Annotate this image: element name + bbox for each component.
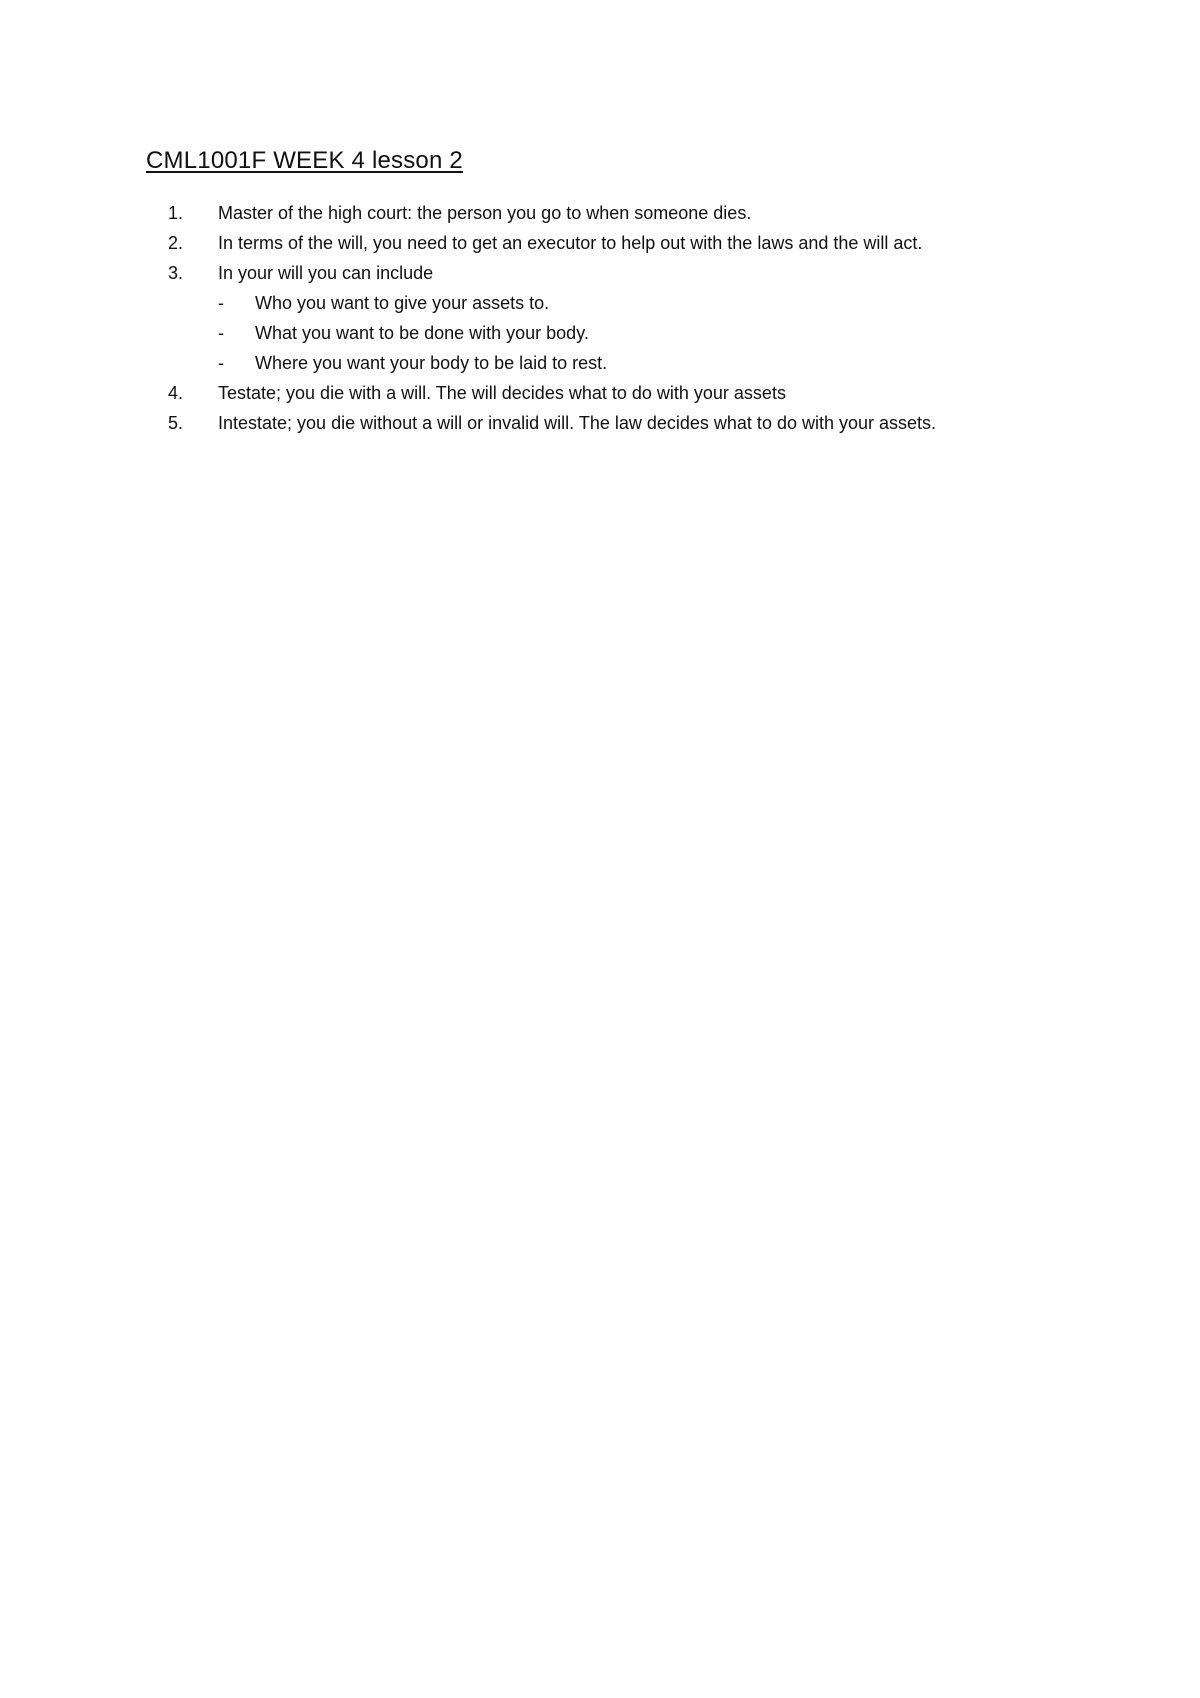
list-number: 1. xyxy=(167,203,183,223)
list-item-text: Master of the high court: the person you go to when someone dies. xyxy=(218,203,752,223)
list-item xyxy=(146,198,1106,228)
dash-marker: - xyxy=(218,323,224,343)
list-item-text: Intestate; you die without a will or invalid will. The law decides what to do with your assets. xyxy=(218,413,937,433)
list-item-text: Testate; you die with a will. The will decides what to do with your assets xyxy=(218,383,786,403)
sub-list-item-text: Where you want your body to be laid to rest. xyxy=(255,353,608,373)
sub-list-item xyxy=(146,318,1106,348)
sub-list-item xyxy=(146,348,1106,378)
numbered-list xyxy=(146,198,1106,438)
list-number: 2. xyxy=(167,233,183,253)
list-item-text: In terms of the will, you need to get an executor to help out with the laws and the will act. xyxy=(218,233,923,253)
sub-list-item-text: Who you want to give your assets to. xyxy=(255,293,550,313)
sub-list-item-text: What you want to be done with your body. xyxy=(255,323,589,343)
dash-marker: - xyxy=(218,353,224,373)
list-item xyxy=(146,408,1106,438)
list-item xyxy=(146,228,1106,258)
list-number: 3. xyxy=(167,263,183,283)
list-number: 4. xyxy=(167,383,183,403)
list-number: 5. xyxy=(167,413,183,433)
list-item xyxy=(146,258,1106,288)
dash-marker: - xyxy=(218,293,224,313)
list-item xyxy=(146,378,1106,408)
page-title: CML1001F WEEK 4 lesson 2 xyxy=(146,147,463,174)
list-item-text: In your will you can include xyxy=(218,263,434,283)
sub-list-item xyxy=(146,288,1106,318)
